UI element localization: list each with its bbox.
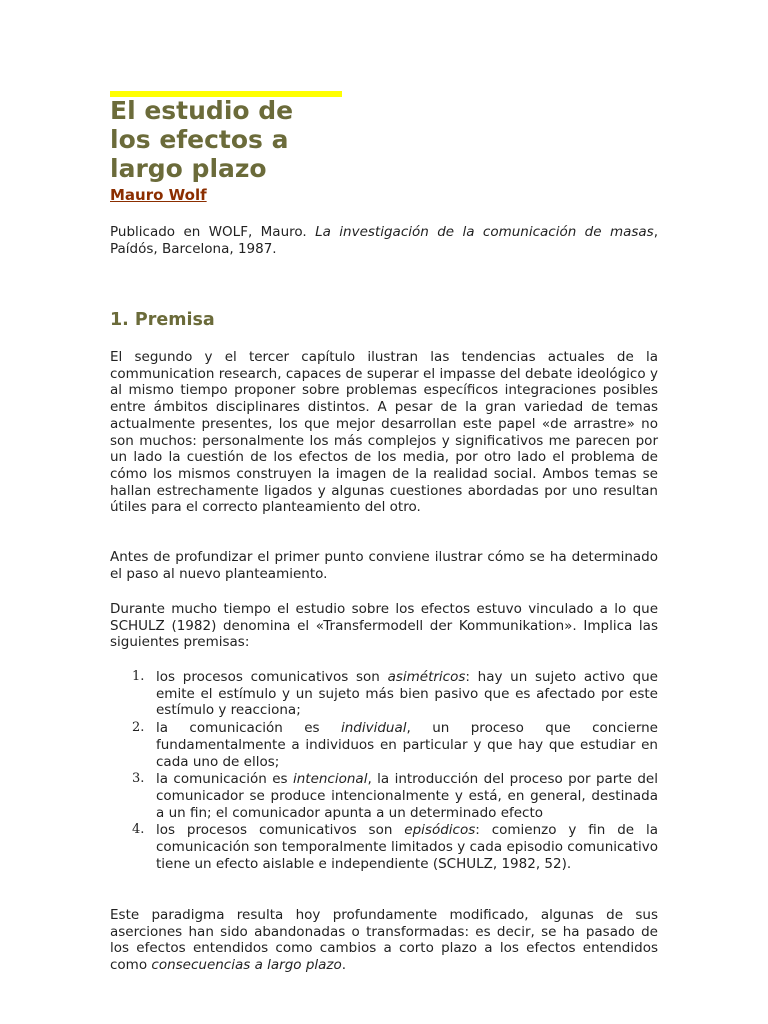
list-number: 3. xyxy=(132,771,145,787)
publication-suffix: , Paídós, Barcelona, 1987. xyxy=(110,224,659,257)
premise-text: los procesos comunicativos son xyxy=(156,822,405,839)
premise-text: la comunicación es xyxy=(156,720,341,737)
premise-text: , la introducción del proceso por parte del comunicador se produce intencionalmente y está, en general, destinada a un fin; el comunicador apunta a un determinado efecto xyxy=(156,771,658,821)
list-item xyxy=(110,720,658,770)
book-title: La investigación de la comunicación de masas xyxy=(315,224,654,240)
premise-text: , un proceso que concierne fundamentalmente a individuos en particular y que hay que estudiar en cada uno de ellos; xyxy=(156,720,658,770)
list-item xyxy=(110,771,658,821)
premise-text: : comienzo y fin de la comunicación son temporalmente limitados y cada episodio comunicativo tiene un efecto aislable e independiente (SCHULZ, 1982, 52). xyxy=(156,822,658,872)
paragraph-1: El segundo y el tercer capítulo ilustran las tendencias actuales de la communication research, capaces de superar el impasse del debate ideológico y al mismo tiempo proponer sobre problemas específicos integraciones posibles entre ámbitos disciplinares distintos. A pesar de la gran variedad de temas actualmente presentes, los que mejor desarrollan este papel «de arrastre» no son muchos: personalmente los más complejos y significativos me parecen por un lado la cuestión de los efectos de los media, por otro lado el problema de cómo los mismos construyen la imagen de la realidad social. Ambos temas se hallan estrechamente ligados y algunas cuestiones abordadas por uno resultan útiles para el correcto planteamiento del otro. xyxy=(110,349,658,516)
publication-note xyxy=(110,224,658,257)
list-item xyxy=(110,822,658,872)
list-item xyxy=(110,669,658,719)
document-title xyxy=(110,96,293,183)
premises-list xyxy=(110,669,658,873)
list-number: 1. xyxy=(132,669,145,684)
author-link[interactable]: Mauro Wolf xyxy=(110,186,207,204)
title-line-1: El estudio de xyxy=(110,96,294,125)
paragraph-4 xyxy=(110,907,658,974)
paragraph-4-emphasis: consecuencias a largo plazo xyxy=(151,957,342,974)
paragraph-3: Durante mucho tiempo el estudio sobre los efectos estuvo vinculado a lo que SCHULZ (1982) denomina el «Transfermodell der Kommunikation». Implica las siguientes premisas: xyxy=(110,601,658,651)
paragraph-4-text: Este paradigma resulta hoy profundamente modificado, algunas de sus aserciones han sido abandonadas o transformadas: es decir, se ha pasado de los efectos entendidos como cambios a corto plazo a los efectos entendidos como xyxy=(110,907,658,974)
premise-text: : hay un sujeto activo que emite el estímulo y un sujeto más bien pasivo que es afectado por este estímulo y reacciona; xyxy=(156,669,658,719)
section-heading: 1. Premisa xyxy=(110,310,215,330)
paragraph-4-end: . xyxy=(341,957,347,974)
list-number: 4. xyxy=(132,822,145,838)
publication-prefix: Publicado en WOLF, Mauro. xyxy=(110,224,316,240)
title-line-3: largo plazo xyxy=(110,154,267,183)
paragraph-2: Antes de profundizar el primer punto conviene ilustrar cómo se ha determinado el paso al nuevo planteamiento. xyxy=(110,549,658,582)
premise-emphasis: intencional xyxy=(292,771,368,788)
premise-emphasis: episódicos xyxy=(404,822,476,839)
premise-emphasis: asimétricos xyxy=(387,669,466,685)
title-line-2: los efectos a xyxy=(110,125,289,154)
premise-text: los procesos comunicativos son xyxy=(156,669,388,685)
premise-emphasis: individual xyxy=(340,720,407,737)
premise-text: la comunicación es xyxy=(156,771,293,788)
list-number: 2. xyxy=(132,720,145,736)
